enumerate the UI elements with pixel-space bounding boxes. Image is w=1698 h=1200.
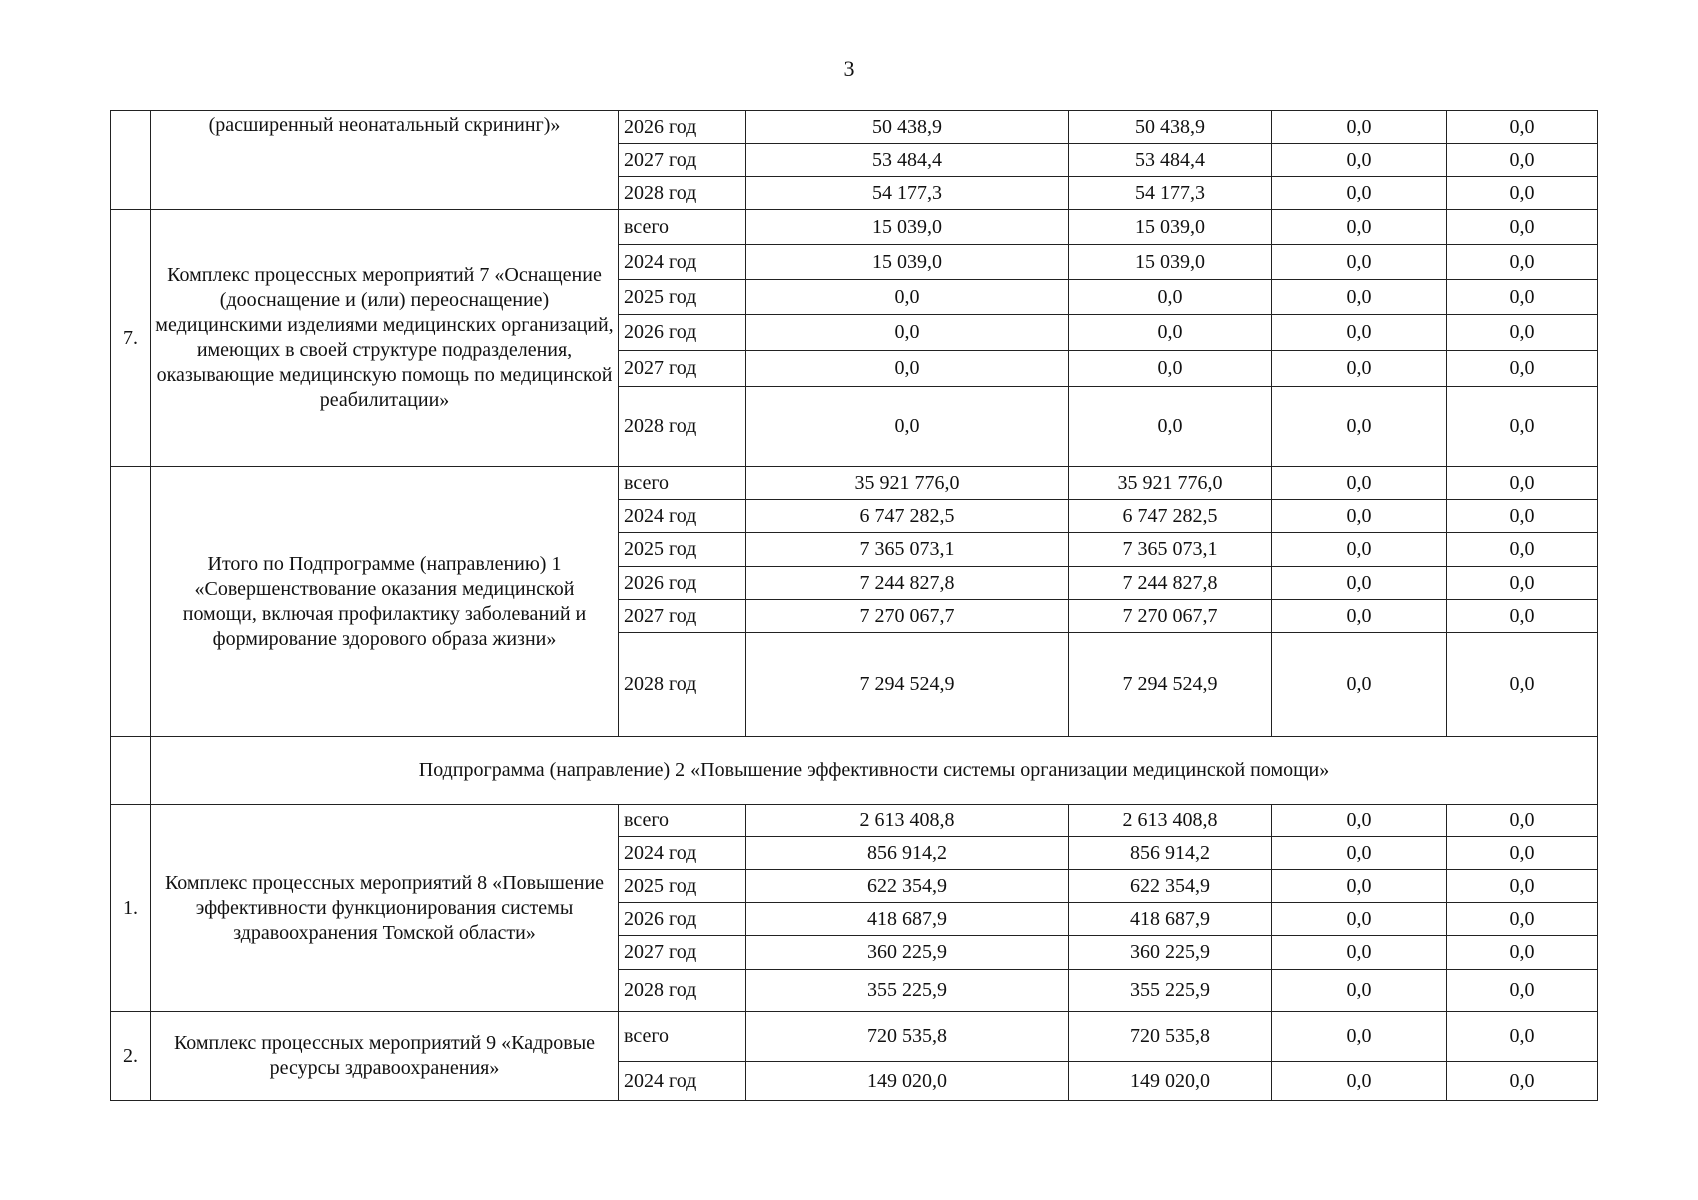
regional-budget-value-cell: 50 438,9 bbox=[1069, 111, 1272, 144]
total-value-cell: 6 747 282,5 bbox=[746, 500, 1069, 533]
item-number: 2. bbox=[111, 1012, 151, 1101]
item-number bbox=[111, 111, 151, 210]
year-cell: 2028 год bbox=[619, 970, 746, 1012]
item-name: (расширенный неонатальный скрининг)» bbox=[151, 111, 619, 210]
federal-budget-value-cell: 0,0 bbox=[1272, 144, 1447, 177]
other-sources-value-cell: 0,0 bbox=[1447, 633, 1598, 737]
year-cell: 2024 год bbox=[619, 245, 746, 280]
federal-budget-value-cell: 0,0 bbox=[1272, 280, 1447, 315]
other-sources-value-cell: 0,0 bbox=[1447, 467, 1598, 500]
federal-budget-value-cell: 0,0 bbox=[1272, 936, 1447, 970]
total-value-cell: 856 914,2 bbox=[746, 837, 1069, 870]
year-cell: 2028 год bbox=[619, 633, 746, 737]
year-cell: 2027 год bbox=[619, 351, 746, 387]
subprogram-header-row bbox=[111, 737, 1598, 805]
federal-budget-value-cell: 0,0 bbox=[1272, 805, 1447, 837]
year-cell: всего bbox=[619, 467, 746, 500]
other-sources-value-cell: 0,0 bbox=[1447, 870, 1598, 903]
federal-budget-value-cell: 0,0 bbox=[1272, 1062, 1447, 1101]
year-cell: 2026 год bbox=[619, 315, 746, 351]
other-sources-value-cell: 0,0 bbox=[1447, 144, 1598, 177]
year-cell: 2027 год bbox=[619, 600, 746, 633]
federal-budget-value-cell: 0,0 bbox=[1272, 567, 1447, 600]
other-sources-value-cell: 0,0 bbox=[1447, 600, 1598, 633]
total-value-cell: 54 177,3 bbox=[746, 177, 1069, 210]
total-value-cell: 0,0 bbox=[746, 387, 1069, 467]
total-value-cell: 622 354,9 bbox=[746, 870, 1069, 903]
other-sources-value-cell: 0,0 bbox=[1447, 315, 1598, 351]
regional-budget-value-cell: 418 687,9 bbox=[1069, 903, 1272, 936]
regional-budget-value-cell: 0,0 bbox=[1069, 315, 1272, 351]
federal-budget-value-cell: 0,0 bbox=[1272, 387, 1447, 467]
year-cell: всего bbox=[619, 1012, 746, 1062]
regional-budget-value-cell: 355 225,9 bbox=[1069, 970, 1272, 1012]
regional-budget-value-cell: 7 270 067,7 bbox=[1069, 600, 1272, 633]
federal-budget-value-cell: 0,0 bbox=[1272, 245, 1447, 280]
other-sources-value-cell: 0,0 bbox=[1447, 533, 1598, 567]
federal-budget-value-cell: 0,0 bbox=[1272, 633, 1447, 737]
year-cell: 2028 год bbox=[619, 177, 746, 210]
table-row bbox=[111, 210, 1598, 245]
federal-budget-value-cell: 0,0 bbox=[1272, 351, 1447, 387]
federal-budget-value-cell: 0,0 bbox=[1272, 903, 1447, 936]
total-value-cell: 7 244 827,8 bbox=[746, 567, 1069, 600]
regional-budget-value-cell: 622 354,9 bbox=[1069, 870, 1272, 903]
regional-budget-value-cell: 149 020,0 bbox=[1069, 1062, 1272, 1101]
federal-budget-value-cell: 0,0 bbox=[1272, 1012, 1447, 1062]
regional-budget-value-cell: 0,0 bbox=[1069, 351, 1272, 387]
year-cell: 2024 год bbox=[619, 1062, 746, 1101]
other-sources-value-cell: 0,0 bbox=[1447, 970, 1598, 1012]
total-value-cell: 35 921 776,0 bbox=[746, 467, 1069, 500]
other-sources-value-cell: 0,0 bbox=[1447, 280, 1598, 315]
regional-budget-value-cell: 360 225,9 bbox=[1069, 936, 1272, 970]
other-sources-value-cell: 0,0 bbox=[1447, 500, 1598, 533]
other-sources-value-cell: 0,0 bbox=[1447, 1062, 1598, 1101]
table-row bbox=[111, 805, 1598, 837]
total-value-cell: 15 039,0 bbox=[746, 210, 1069, 245]
regional-budget-value-cell: 15 039,0 bbox=[1069, 245, 1272, 280]
budget-table-body bbox=[111, 111, 1598, 1101]
other-sources-value-cell: 0,0 bbox=[1447, 805, 1598, 837]
item-number: 7. bbox=[111, 210, 151, 467]
other-sources-value-cell: 0,0 bbox=[1447, 903, 1598, 936]
year-cell: 2024 год bbox=[619, 500, 746, 533]
year-cell: 2024 год bbox=[619, 837, 746, 870]
item-name: Комплекс процессных мероприятий 9 «Кадровые ресурсы здравоохранения» bbox=[151, 1012, 619, 1101]
year-cell: 2027 год bbox=[619, 936, 746, 970]
year-cell: 2026 год bbox=[619, 567, 746, 600]
other-sources-value-cell: 0,0 bbox=[1447, 210, 1598, 245]
regional-budget-value-cell: 7 244 827,8 bbox=[1069, 567, 1272, 600]
regional-budget-value-cell: 35 921 776,0 bbox=[1069, 467, 1272, 500]
total-value-cell: 355 225,9 bbox=[746, 970, 1069, 1012]
total-value-cell: 2 613 408,8 bbox=[746, 805, 1069, 837]
other-sources-value-cell: 0,0 bbox=[1447, 351, 1598, 387]
item-name: Комплекс процессных мероприятий 7 «Оснащение (дооснащение и (или) переоснащение) медицинскими изделиями медицинских организаций, имеющих в своей структуре подразделения, оказывающие медицинскую помощь по медицинской реабилитации» bbox=[151, 210, 619, 467]
year-cell: 2025 год bbox=[619, 280, 746, 315]
other-sources-value-cell: 0,0 bbox=[1447, 245, 1598, 280]
total-value-cell: 0,0 bbox=[746, 315, 1069, 351]
regional-budget-value-cell: 7 365 073,1 bbox=[1069, 533, 1272, 567]
federal-budget-value-cell: 0,0 bbox=[1272, 111, 1447, 144]
federal-budget-value-cell: 0,0 bbox=[1272, 177, 1447, 210]
table-row bbox=[111, 467, 1598, 500]
total-value-cell: 149 020,0 bbox=[746, 1062, 1069, 1101]
regional-budget-value-cell: 856 914,2 bbox=[1069, 837, 1272, 870]
other-sources-value-cell: 0,0 bbox=[1447, 387, 1598, 467]
total-value-cell: 15 039,0 bbox=[746, 245, 1069, 280]
empty-cell bbox=[111, 737, 151, 805]
regional-budget-value-cell: 7 294 524,9 bbox=[1069, 633, 1272, 737]
year-cell: всего bbox=[619, 805, 746, 837]
other-sources-value-cell: 0,0 bbox=[1447, 111, 1598, 144]
regional-budget-value-cell: 720 535,8 bbox=[1069, 1012, 1272, 1062]
year-cell: 2025 год bbox=[619, 533, 746, 567]
other-sources-value-cell: 0,0 bbox=[1447, 1012, 1598, 1062]
total-value-cell: 720 535,8 bbox=[746, 1012, 1069, 1062]
subprogram-title: Подпрограмма (направление) 2 «Повышение эффективности системы организации медицинской помощи» bbox=[151, 737, 1598, 805]
table-row bbox=[111, 111, 1598, 144]
year-cell: всего bbox=[619, 210, 746, 245]
federal-budget-value-cell: 0,0 bbox=[1272, 870, 1447, 903]
regional-budget-value-cell: 53 484,4 bbox=[1069, 144, 1272, 177]
total-value-cell: 418 687,9 bbox=[746, 903, 1069, 936]
year-cell: 2027 год bbox=[619, 144, 746, 177]
budget-table bbox=[110, 110, 1598, 1101]
table-row bbox=[111, 1012, 1598, 1062]
total-value-cell: 7 365 073,1 bbox=[746, 533, 1069, 567]
regional-budget-value-cell: 6 747 282,5 bbox=[1069, 500, 1272, 533]
federal-budget-value-cell: 0,0 bbox=[1272, 500, 1447, 533]
year-cell: 2026 год bbox=[619, 903, 746, 936]
total-value-cell: 53 484,4 bbox=[746, 144, 1069, 177]
federal-budget-value-cell: 0,0 bbox=[1272, 970, 1447, 1012]
total-value-cell: 7 294 524,9 bbox=[746, 633, 1069, 737]
regional-budget-value-cell: 2 613 408,8 bbox=[1069, 805, 1272, 837]
federal-budget-value-cell: 0,0 bbox=[1272, 600, 1447, 633]
year-cell: 2026 год bbox=[619, 111, 746, 144]
item-number bbox=[111, 467, 151, 737]
regional-budget-value-cell: 0,0 bbox=[1069, 387, 1272, 467]
item-name: Комплекс процессных мероприятий 8 «Повышение эффективности функционирования системы здравоохранения Томской области» bbox=[151, 805, 619, 1012]
federal-budget-value-cell: 0,0 bbox=[1272, 837, 1447, 870]
year-cell: 2025 год bbox=[619, 870, 746, 903]
regional-budget-value-cell: 0,0 bbox=[1069, 280, 1272, 315]
total-value-cell: 0,0 bbox=[746, 351, 1069, 387]
total-value-cell: 360 225,9 bbox=[746, 936, 1069, 970]
federal-budget-value-cell: 0,0 bbox=[1272, 210, 1447, 245]
total-value-cell: 7 270 067,7 bbox=[746, 600, 1069, 633]
item-number: 1. bbox=[111, 805, 151, 1012]
page-number: 3 bbox=[843, 56, 855, 81]
other-sources-value-cell: 0,0 bbox=[1447, 567, 1598, 600]
total-value-cell: 0,0 bbox=[746, 280, 1069, 315]
total-value-cell: 50 438,9 bbox=[746, 111, 1069, 144]
other-sources-value-cell: 0,0 bbox=[1447, 177, 1598, 210]
regional-budget-value-cell: 15 039,0 bbox=[1069, 210, 1272, 245]
federal-budget-value-cell: 0,0 bbox=[1272, 467, 1447, 500]
item-name: Итого по Подпрограмме (направлению) 1 «Совершенствование оказания медицинской помощи, включая профилактику заболеваний и формирование здорового образа жизни» bbox=[151, 467, 619, 737]
other-sources-value-cell: 0,0 bbox=[1447, 837, 1598, 870]
federal-budget-value-cell: 0,0 bbox=[1272, 315, 1447, 351]
year-cell: 2028 год bbox=[619, 387, 746, 467]
regional-budget-value-cell: 54 177,3 bbox=[1069, 177, 1272, 210]
other-sources-value-cell: 0,0 bbox=[1447, 936, 1598, 970]
federal-budget-value-cell: 0,0 bbox=[1272, 533, 1447, 567]
